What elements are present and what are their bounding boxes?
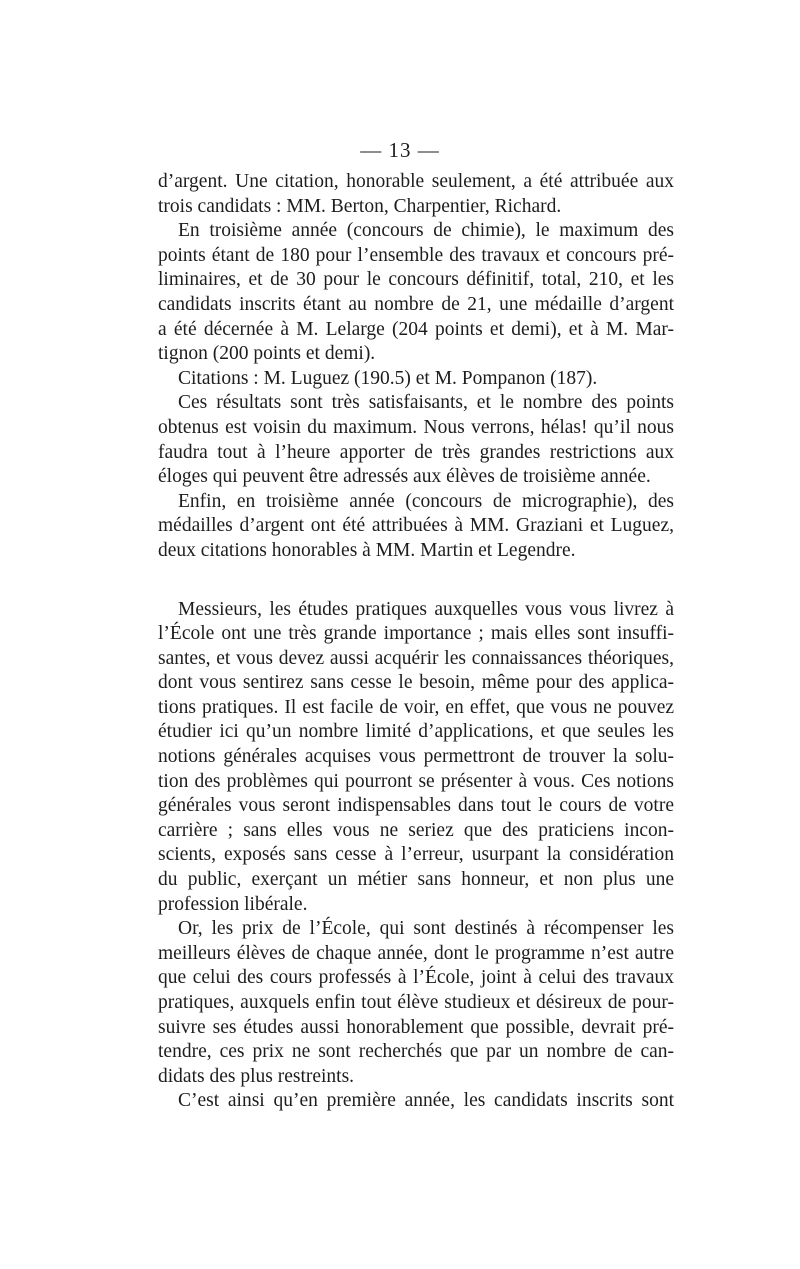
text-line: Ces résultats sont très satisfaisants, et le nombre des points: [178, 392, 674, 414]
text-line: meilleurs élèves de chaque année, dont le programme n’est autre: [158, 942, 674, 964]
paragraph-3: [158, 367, 674, 392]
text-line: notions générales acquises vous permettront de trouver la solu-: [158, 746, 674, 768]
text-line: obtenus est voisin du maximum. Nous verrons, hélas! qu’il nous: [158, 416, 674, 438]
text-line: dont vous sentirez sans cesse le besoin, même pour des applica-: [158, 672, 674, 694]
body-text: [158, 170, 674, 1114]
text-line: trois candidats : MM. Berton, Charpentier, Richard.: [158, 195, 562, 217]
section-gap: [158, 564, 674, 598]
text-line: du public, exerçant un métier sans honneur, et non plus une: [158, 869, 674, 891]
text-line: a été décernée à M. Lelarge (204 points et demi), et à M. Mar-: [158, 318, 674, 340]
text-line: tions pratiques. Il est facile de voir, en effet, que vous ne pouvez: [158, 696, 674, 718]
text-line: points étant de 180 pour l’ensemble des travaux et concours pré-: [158, 244, 674, 266]
text-line: d’argent. Une citation, honorable seulement, a été attribuée aux: [158, 171, 674, 192]
text-line: Enfin, en troisième année (concours de micrographie), des: [178, 490, 674, 512]
text-line: pratiques, auxquels enfin tout élève studieux et désireux de pour-: [158, 992, 674, 1013]
text-line: profession libérale.: [158, 893, 308, 915]
paragraph-5: [158, 490, 674, 564]
paragraph-6: [158, 598, 674, 918]
text-line: En troisième année (concours de chimie), le maximum des: [178, 220, 674, 242]
text-line: étudier ici qu’un nombre limité d’applications, et que seules les: [158, 721, 674, 743]
paragraph-4: [158, 391, 674, 489]
text-line: didats des plus restreints.: [158, 1065, 355, 1087]
text-line: carrière ; sans elles vous ne seriez que des praticiens incon-: [158, 819, 674, 841]
text-line: tion des problèmes qui pourront se présenter à vous. Ces notions: [158, 770, 674, 792]
text-line: Messieurs, les études pratiques auxquelles vous vous livrez à: [178, 598, 674, 620]
text-line: liminaires, et de 30 pour le concours définitif, total, 210, et les: [158, 269, 674, 291]
text-line: médailles d’argent ont été attribuées à MM. Graziani et Luguez,: [158, 515, 674, 537]
text-line: suivre ses études aussi honorablement que possible, devrait pré-: [158, 1016, 674, 1038]
text-line: deux citations honorables à MM. Martin et Legendre.: [158, 539, 576, 561]
paragraph-8: [158, 1089, 674, 1114]
text-line: candidats inscrits étant au nombre de 21, une médaille d’argent: [158, 293, 674, 315]
text-line: éloges qui peuvent être adressés aux élèves de troisième année.: [158, 466, 651, 488]
text-line: faudra tout à l’heure apporter de très grandes restrictions aux: [158, 441, 674, 463]
paragraph-1: [158, 170, 674, 219]
text-line: Or, les prix de l’École, qui sont destinés à récompenser les: [178, 918, 674, 940]
text-line: scients, exposés sans cesse à l’erreur, usurpant la considération: [158, 844, 674, 866]
text-line: Citations : M. Luguez (190.5) et M. Pompanon (187).: [178, 367, 598, 389]
paragraph-7: [158, 917, 674, 1089]
paragraph-2: [158, 219, 674, 367]
text-line: santes, et vous devez aussi acquérir les connaissances théoriques,: [158, 647, 674, 669]
text-line: l’École ont une très grande importance ; mais elles sont insuffi-: [158, 623, 674, 645]
page-number: — 13 —: [360, 138, 440, 162]
text-line: que celui des cours professés à l’École, joint à celui des travaux: [158, 967, 674, 989]
text-line: C’est ainsi qu’en première année, les candidats inscrits sont: [178, 1090, 674, 1112]
text-line: générales vous seront indispensables dans tout le cours de votre: [158, 795, 674, 817]
text-line: tignon (200 points et demi).: [158, 343, 376, 365]
text-line: tendre, ces prix ne sont recherchés que par un nombre de can-: [158, 1041, 674, 1063]
